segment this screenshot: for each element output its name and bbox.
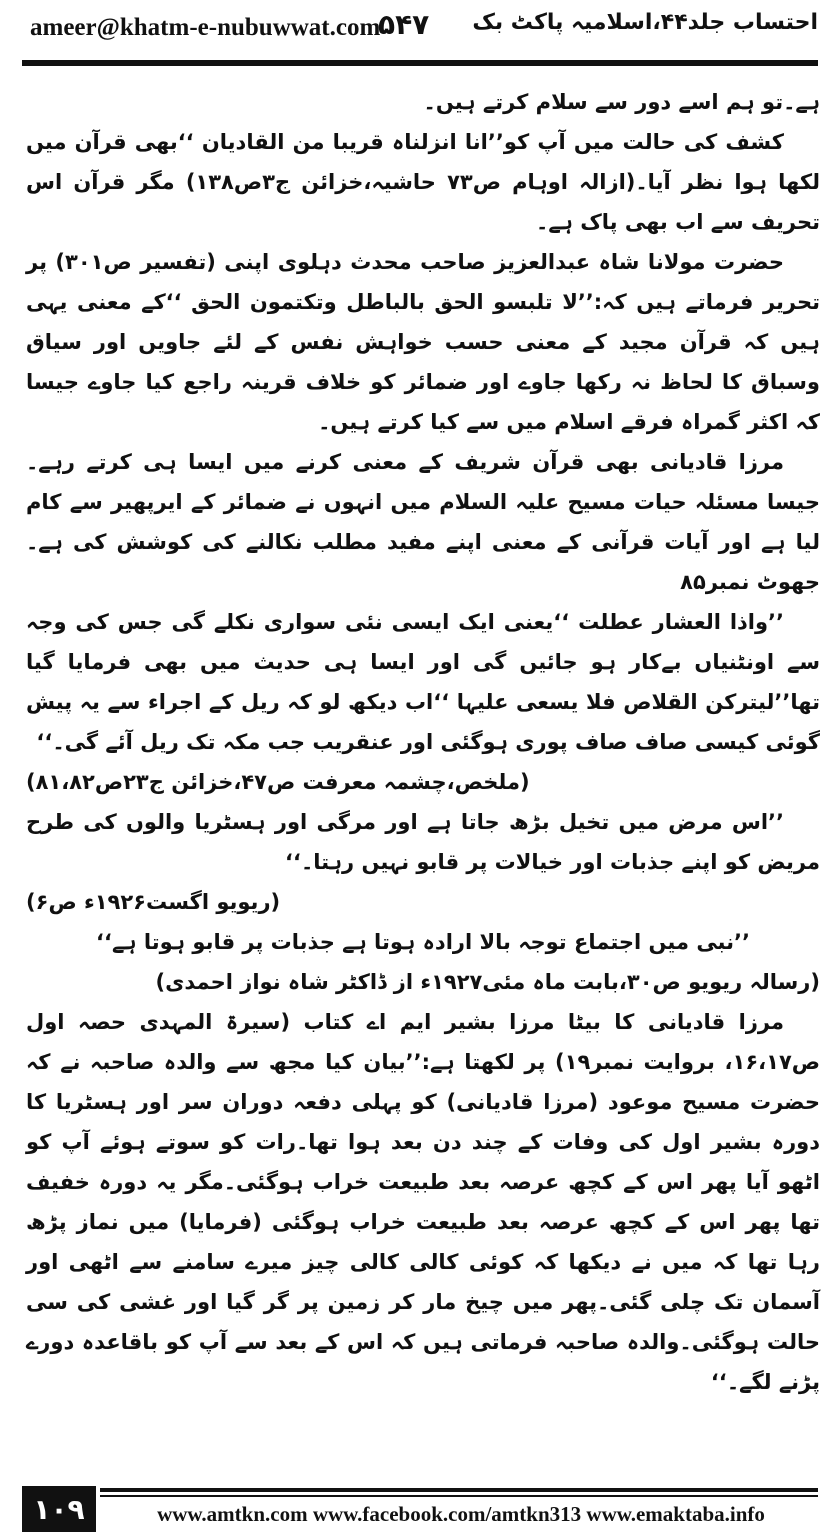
paragraph-1: ہے۔تو ہم اسے دور سے سلام کرتے ہیں۔: [423, 90, 820, 114]
page-footer: [0, 1480, 840, 1540]
footer-rule-thin: [100, 1495, 818, 1497]
header-email: ameer@khatm-e-nubuwwat.com: [30, 14, 381, 41]
footer-folio: ۱۰۹: [22, 1486, 96, 1532]
paragraph-6: مرزا قادیانی کا بیٹا مرزا بشیر ایم اے کتاب (سیرۃ المہدی حصہ اول ص۱۶،۱۷، بروایت نمبر۱۹) پر لکھتا ہے:’’بیان کیا مجھ سے والدہ صاحبہ نے کہ حضرت مسیح موعود (مرزا قادیانی) کو پہلی دفعہ دوران سر اور ہسٹریا کا دورہ بشیر اول کی وفات کے چند دن بعد ہوا تھا۔رات کو سوتے ہوئے آپ کو اٹھو آیا پھر اس کے کچھ عرصہ بعد طبیعت خراب ہوگئی۔مگر یہ دورہ خفیف تھا پھر اس کے کچھ عرصہ بعد طبیعت خراب ہوگئی (فرمایا) میں نماز پڑھ رہا تھا کہ میں نے دیکھا کہ کوئی کالی کالی چیز میرے سامنے سے اٹھی اور آسمان تک چلی گئی۔پھر میں چیخ مار کر زمین پر گر گیا اور غشی کی سی حالت ہوگئی۔والدہ صاحبہ فرماتی ہیں کہ اس کے بعد سے آپ کو باقاعدہ دورے پڑنے لگے۔‘‘: [26, 1010, 821, 1394]
header-page-number: ۵۴۷: [378, 8, 430, 41]
quote-3: ’’نبی میں اجتماع توجہ بالا ارادہ ہوتا ہے جذبات پر قابو ہوتا ہے‘‘: [96, 930, 750, 954]
citation-2: (ریویو اگست۱۹۲۶ء ص۶): [26, 890, 281, 914]
citation-3: (رسالہ ریویو ص۳۰،بابت ماہ مئی۱۹۲۷ء از ڈاکٹر شاہ نواز احمدی): [155, 970, 820, 994]
citation-1: (ملخص،چشمہ معرفت ص۴۷،خزائن ج۲۳ص۸۱،۸۲): [26, 770, 530, 794]
footer-rule-thick: [100, 1488, 818, 1492]
page-body: [26, 82, 820, 1402]
page-header: [0, 0, 840, 62]
paragraph-5: ’’واذا العشار عطلت ‘‘یعنی ایک ایسی نئی سواری نکلے گی جس کی وجہ سے اونٹنیاں بےکار ہو جائیں گی اور ایسا ہی حدیث میں بھی فرمایا گیا تھا’’لیترکن القلاص فلا یسعی علیہا ‘‘اب دیکھ لو کہ ریل کے اجراء سے یہ پیش گوئی کیسی صاف صاف پوری ہوگئی اور عنقریب جب مکہ تک ریل آئے گی۔‘‘: [26, 610, 821, 754]
header-book-title: احتساب جلد۴۴،اسلامیہ پاکٹ بک: [472, 10, 818, 35]
paragraph-2: کشف کی حالت میں آپ کو’’انا انزلناہ قریبا من القادیان ‘‘بھی قرآن میں لکھا ہوا نظر آیا۔(ازالہ اوہام ص۷۳ حاشیہ،خزائن ج۳ص۱۳۸) مگر قرآن اس تحریف سے اب بھی پاک ہے۔: [26, 130, 821, 234]
footer-urls: www.amtkn.com www.facebook.com/amtkn313 www.emaktaba.info: [157, 1502, 765, 1526]
paragraph-3: حضرت مولانا شاہ عبدالعزیز صاحب محدث دہلوی اپنی (تفسیر ص۳۰۱) پر تحریر فرماتے ہیں کہ:’’لا تلبسو الحق بالباطل وتکتمون الحق ‘‘کے معنی یہی ہیں کہ قرآن مجید کے معنی حسب خواہش نفس کے لئے جاویں اور سیاق وسباق کا لحاظ نہ رکھا جاوے اور ضمائر کو خلاف قرینہ راجع کیا جاوے جیسا کہ اکثر گمراہ فرقے اسلام میں سے کیا کرتے ہیں۔: [26, 250, 820, 434]
header-rule: [22, 60, 818, 66]
quote-2: ’’اس مرض میں تخیل بڑھ جاتا ہے اور مرگی اور ہسٹریا والوں کی طرح مریض کو اپنے جذبات اور خیالات پر قابو نہیں رہتا۔‘‘: [26, 810, 820, 874]
paragraph-4: مرزا قادیانی بھی قرآن شریف کے معنی کرنے میں ایسا ہی کرتے رہے۔جیسا مسئلہ حیات مسیح علیہ السلام میں انہوں نے ضمائر کے ایرپھیر سے کام لیا ہے اور آیات قرآنی کے معنی اپنے مفید مطلب نکالنے کی کوشش کی ہے۔جھوٹ نمبر۸۵: [26, 450, 820, 594]
